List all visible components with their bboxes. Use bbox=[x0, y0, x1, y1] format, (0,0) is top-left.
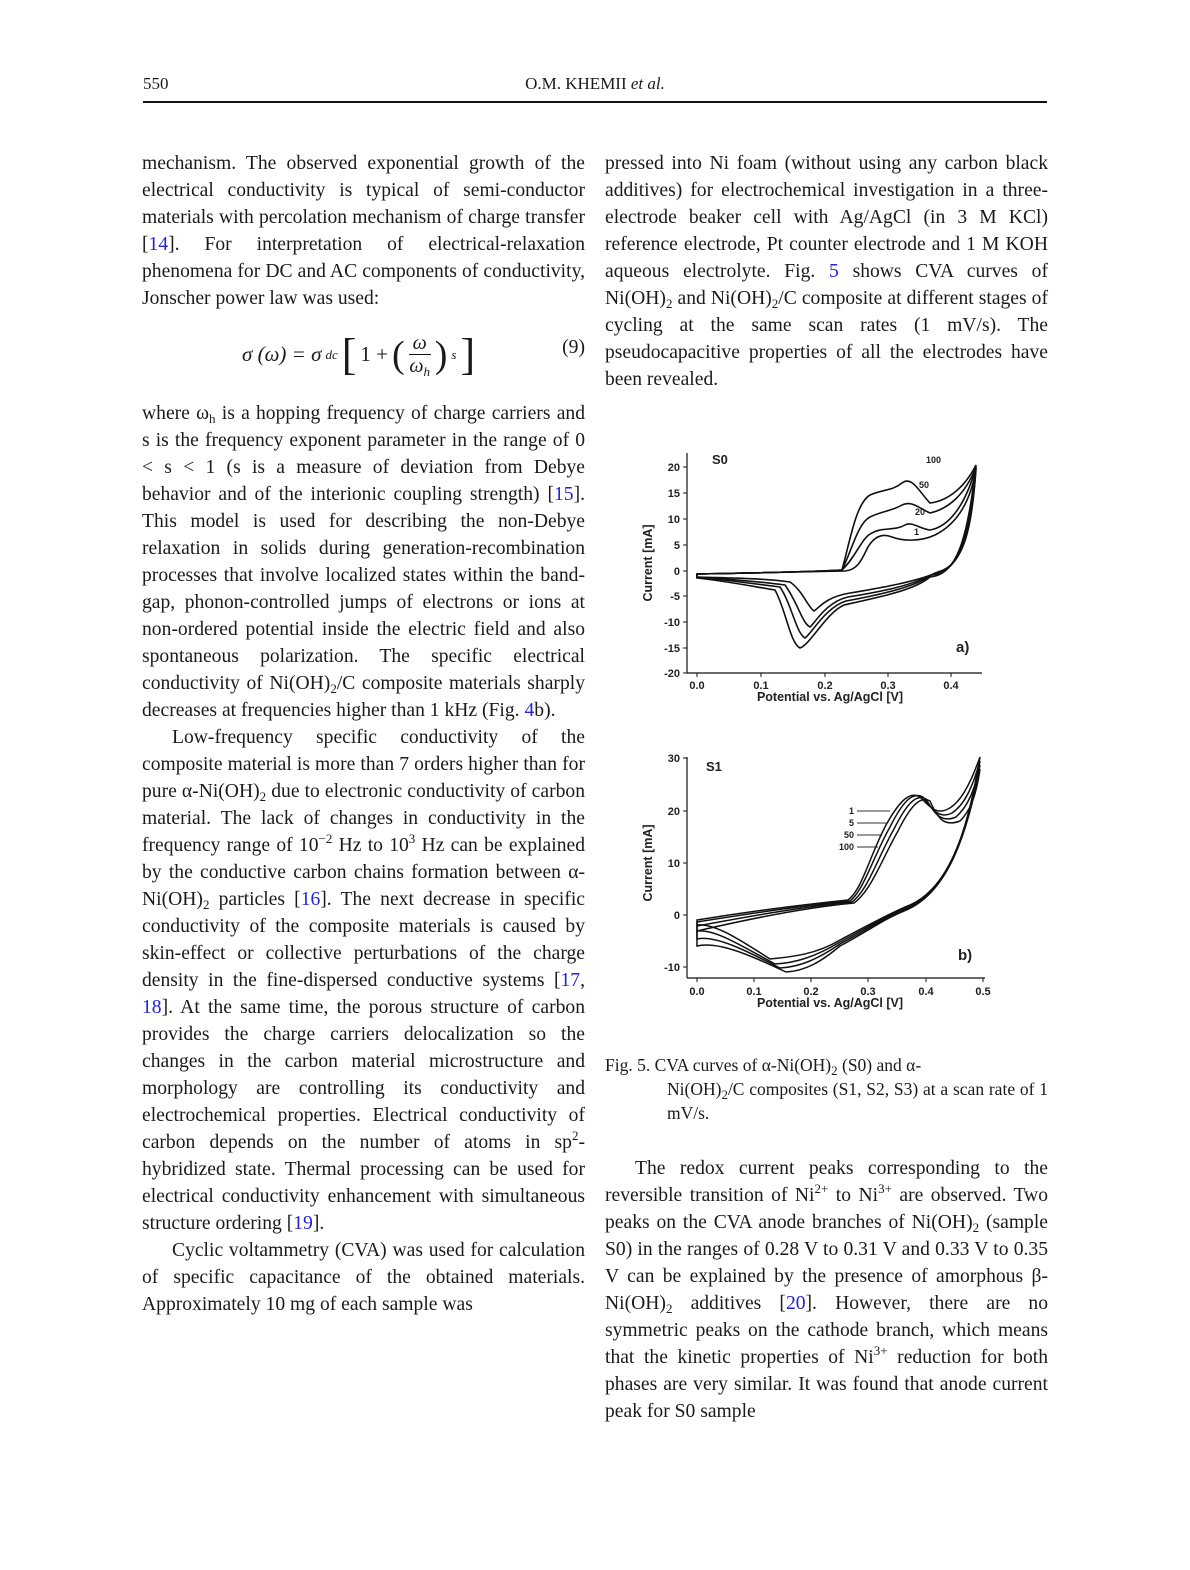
svg-text:0.1: 0.1 bbox=[753, 680, 769, 692]
figure-5-caption: Fig. 5. CVA curves of $\alpha-Ni(OH)_2$ (S0) and α- $Ni(OH)_2/C$ composites (S1, S2, S3) at a scan rate of 1 mV/s. bbox=[605, 1055, 1048, 1123]
figure-5a-s0 bbox=[630, 445, 990, 710]
left-column bbox=[142, 150, 585, 1318]
paragraph-method: pressed into Ni foam (without using any carbon black additives) for electrochemical investigation in a three-electrode beaker cell with Ag/AgCl (in 3 M KCl) reference electrode, Pt counter electrode and 1 M KOH aqueous electrolyte. Fig. 5 shows CVA curves of $Ni(OH)_2$ and $Ni(OH)_2/C$ composite at different stages of cycling at the same scan rates (1 mV/s). The pseudocapacitive properties of all the electrodes have been revealed. bbox=[605, 153, 1049, 390]
svg-text:100: 100 bbox=[838, 842, 854, 852]
figure-link-5[interactable]: 5 bbox=[829, 261, 839, 282]
left-paren: ( bbox=[391, 333, 405, 376]
svg-text:20: 20 bbox=[667, 806, 680, 818]
svg-text:-10: -10 bbox=[664, 617, 680, 629]
paragraph-mechanism: mechanism. The observed exponential growth of the electrical conductivity is typical of semi-conductor materials with percolation mechanism of charge transfer [14]. For interpretation of electrical-relaxation phenomena for DC and AC components of conductivity, Jonscher power law was used: bbox=[142, 153, 585, 309]
y-axis-label: Current [mA] bbox=[641, 824, 655, 902]
svg-text:30: 30 bbox=[667, 753, 680, 765]
right-column bbox=[605, 150, 1048, 393]
svg-text:0.3: 0.3 bbox=[880, 680, 896, 692]
svg-text:0.1: 0.1 bbox=[746, 986, 762, 998]
figure-link-4[interactable]: 4 bbox=[524, 700, 535, 721]
svg-text:0: 0 bbox=[673, 910, 680, 922]
svg-text:20: 20 bbox=[915, 507, 926, 517]
svg-text:0.2: 0.2 bbox=[803, 986, 819, 998]
svg-text:15: 15 bbox=[667, 488, 680, 500]
svg-text:0.0: 0.0 bbox=[689, 986, 705, 998]
equation-number: (9) bbox=[562, 337, 585, 358]
svg-text:0.0: 0.0 bbox=[689, 680, 705, 692]
right-bracket: ] bbox=[460, 329, 476, 379]
svg-text:0.2: 0.2 bbox=[817, 680, 833, 692]
panel-title-s1: S1 bbox=[706, 759, 722, 774]
x-axis-label: Potential vs. Ag/AgCl [V] bbox=[756, 996, 904, 1010]
svg-text:-5: -5 bbox=[670, 591, 680, 603]
cva-chart-s1 bbox=[630, 745, 1000, 1020]
page-number: 550 bbox=[143, 74, 169, 93]
panel-label-b: b) bbox=[958, 947, 973, 964]
citation-link-17[interactable]: 17 bbox=[560, 970, 581, 991]
svg-text:1: 1 bbox=[848, 806, 854, 816]
equation-9 bbox=[142, 316, 585, 396]
panel-label-a: a) bbox=[956, 639, 970, 656]
svg-text:100: 100 bbox=[926, 455, 942, 465]
svg-text:-10: -10 bbox=[664, 962, 680, 974]
citation-link-20[interactable]: 20 bbox=[785, 1293, 806, 1314]
svg-text:5: 5 bbox=[673, 540, 680, 552]
figure-5b-s1 bbox=[630, 745, 1000, 1020]
running-header bbox=[143, 72, 1047, 98]
jonscher-power-law: σ (ω) = σ dc [ 1 + ( $\frac{\omega}{\omega_h}$ ) s ] bbox=[242, 329, 476, 379]
svg-text:0: 0 bbox=[673, 566, 680, 578]
cva-chart-s0 bbox=[630, 445, 990, 710]
svg-text:10: 10 bbox=[667, 514, 680, 526]
x-axis-label: Potential vs. Ag/AgCl [V] bbox=[756, 690, 904, 704]
paragraph-hopping: where $\omega_h$ is a hopping frequency of charge carriers and s is the frequency exponent parameter in the range of 0 < s < 1 (s is a measure of deviation from Debye behavior and of the interionic coupling strength) [15]. This model is used for describing the non-Debye relaxation in solids during generation-recombination processes that involve localized states within the band-gap, phonon-controlled jumps of electrons or ions at non-ordered potential inside the electric field and also spontaneous polarization. The specific electrical conductivity of $Ni(OH)_2/C$ composite materials sharply decreases at frequencies higher than 1 kHz (Fig. 4b). bbox=[142, 403, 585, 721]
header-rule bbox=[143, 101, 1047, 103]
svg-text:0.5: 0.5 bbox=[975, 986, 991, 998]
citation-link-14[interactable]: 14 bbox=[148, 234, 169, 255]
svg-text:5: 5 bbox=[848, 818, 854, 828]
citation-link-15[interactable]: 15 bbox=[553, 484, 574, 505]
svg-text:1: 1 bbox=[914, 527, 920, 537]
right-paren: ) bbox=[434, 333, 448, 376]
paragraph-cva: Cyclic voltammetry (CVA) was used for calculation of specific capacitance of the obtained materials. Approximately 10 mg of each sample was bbox=[142, 1240, 585, 1315]
running-title: O.M. KHEMII et al. bbox=[525, 74, 665, 93]
fraction: $\frac{\omega}{\omega_h}$ bbox=[409, 332, 431, 379]
svg-text:0.4: 0.4 bbox=[918, 986, 934, 998]
citation-link-16[interactable]: 16 bbox=[300, 889, 321, 910]
citation-link-19[interactable]: 19 bbox=[293, 1213, 313, 1234]
paragraph-redox-peaks: The redox current peaks corresponding to the reversible transition of $Ni^{2+}$ to $Ni^{3+}$ are observed. Two peaks on the CVA anode branches of $Ni(OH)_2$ (sample S0) in the ranges of 0.28 V to 0.31 V and 0.33 V to 0.35 V can be explained by the presence of amorphous $\beta-Ni(OH)_2$ additives [20]. However, there are no symmetric peaks on the cathode branch, which means that the kinetic properties of $Ni^{3+}$ reduction for both phases are very similar. It was found that anode current peak for S0 sample bbox=[605, 1158, 1049, 1422]
svg-text:10: 10 bbox=[667, 858, 680, 870]
svg-text:50: 50 bbox=[919, 480, 930, 490]
left-bracket: [ bbox=[341, 329, 357, 379]
cva-curves-s1 bbox=[697, 757, 980, 972]
svg-text:-15: -15 bbox=[664, 643, 680, 655]
paragraph-low-frequency: Low-frequency specific conductivity of the composite material is more than 7 orders higher than for pure $\alpha-Ni(OH)_2$ due to electronic conductivity of carbon material. The lack of changes in conductivity in the frequency range of $10^{-2}$ Hz to $10^3$ Hz can be explained by the conductive carbon chains formation between $\alpha-Ni(OH)_2$ particles [16]. The next decrease in specific conductivity of the composite materials is caused by skin-effect or collective perturbations of the charge density in the fine-dispersed conductive systems [17, 18]. At the same time, the porous structure of carbon provides the charge carriers delocalization so the changes in the carbon material microstructure and morphology are controlling its conductivity and electrochemical properties. Electrical conductivity of carbon depends on the number of atoms in $sp^2$-hybridized state. Thermal processing can be used for electrical conductivity enhancement with simultaneous structure ordering [19]. bbox=[142, 727, 585, 1234]
svg-text:0.3: 0.3 bbox=[860, 986, 876, 998]
citation-link-18[interactable]: 18 bbox=[142, 997, 162, 1018]
right-column-lower bbox=[605, 1155, 1048, 1425]
svg-text:50: 50 bbox=[843, 830, 854, 840]
svg-text:0.4: 0.4 bbox=[943, 680, 959, 692]
svg-text:-20: -20 bbox=[664, 668, 680, 680]
y-axis-label: Current [mA] bbox=[641, 524, 655, 602]
cva-curves-s0 bbox=[697, 465, 976, 648]
panel-title-s0: S0 bbox=[712, 452, 728, 467]
svg-text:20: 20 bbox=[667, 462, 680, 474]
